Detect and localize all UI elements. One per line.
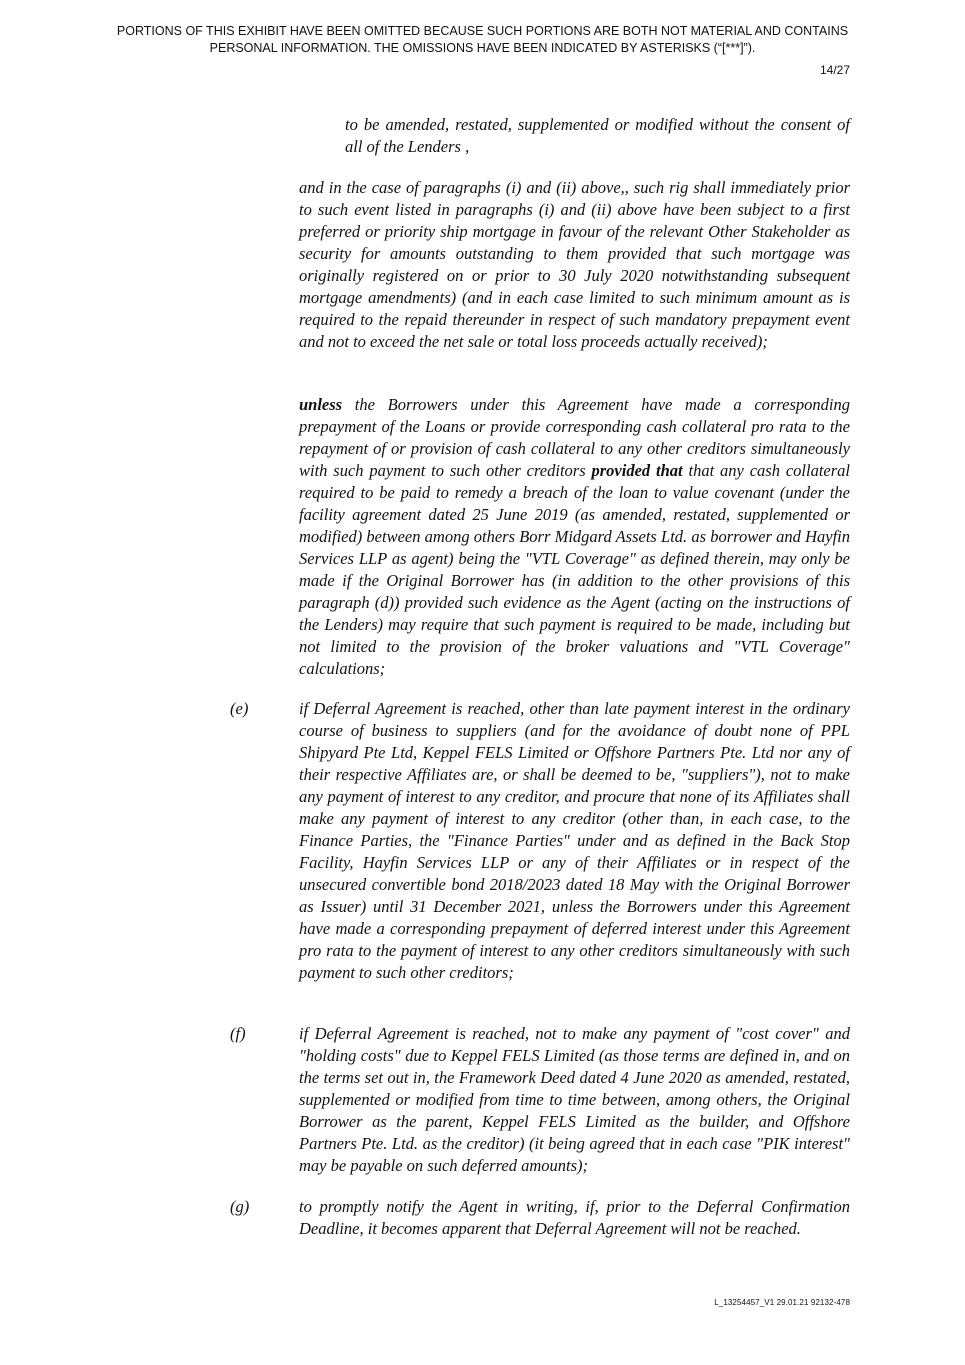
unless-text-part-1: the Borrowers under this Agreement have made a corresponding prepayment of the Loans or provide corresponding cash collateral pro rata to the repayment of or provision of cash collateral to any other creditors simultaneously with such payment to such other creditors [299, 395, 850, 480]
item-f [299, 1023, 850, 1177]
item-g-marker: (g) [230, 1197, 250, 1216]
item-g [299, 1196, 850, 1240]
paragraph-and-in-the-case [299, 177, 850, 353]
item-f-text: if Deferral Agreement is reached, not to make any payment of "cost cover" and "holding costs" due to Keppel FELS Limited (as those terms are defined in, and on the terms set out in, the Framework Deed dated 4 June 2020 as amended, restated, supplemented or modified from time to time between, among others, the Original Borrower as the parent, Keppel FELS Limited as the builder, and Offshore Partners Pte. Ltd. as the creditor) (it being agreed that in each case "PIK interest" may be payable on such deferred amounts); [299, 1024, 850, 1175]
item-f-marker: (f) [230, 1024, 246, 1043]
paragraph-unless [299, 394, 850, 680]
item-e-marker: (e) [230, 699, 249, 718]
unless-keyword: unless [299, 395, 343, 414]
document-reference: L_13254457_V1 29.01.21 92132-478 [714, 1298, 850, 1307]
item-e [299, 698, 850, 984]
continuation-text [345, 114, 850, 158]
item-g-text: to promptly notify the Agent in writing, if, prior to the Deferral Confirmation Deadline, it becomes apparent that Deferral Agreement will not be reached. [299, 1197, 850, 1238]
item-e-text: if Deferral Agreement is reached, other than late payment interest in the ordinary course of business to suppliers (and for the avoidance of doubt none of PPL Shipyard Pte Ltd, Keppel FELS Limited or Offshore Partners Pte. Ltd nor any of their respective Affiliates are, or shall be deemed to be, "suppliers"), not to make any payment of interest to any creditor, and procure that none of its Affiliates shall make any payment of interest to any creditor (other than, in each case, to the Finance Parties, the "Finance Parties" under and as defined in the Back Stop Facility, Hayfin Services LLP or any of their Affiliates or in respect of the unsecured convertible bond 2018/2023 dated 18 May with the Original Borrower as Issuer) until 31 December 2021, unless the Borrowers under this Agreement have made a corresponding prepayment of deferred interest under this Agreement pro rata to the payment of interest to any other creditors simultaneously with such payment to such other creditors; [299, 699, 850, 982]
unless-text-part-2: that any cash collateral required to be paid to remedy a breach of the loan to value covenant (under the facility agreement dated 25 June 2019 (as amended, restated, supplemented or modified) between among others Borr Midgard Assets Ltd. as borrower and Hayfin Services LLP as agent) being the "VTL Coverage" as defined therein, may only be made if the Original Borrower has (in addition to the other provisions of this paragraph (d)) provided such evidence as the Agent (acting on the instructions of the Lenders) may require that such payment is required to be made, including but not limited to the provision of the broker valuations and "VTL Coverage" calculations; [299, 461, 850, 678]
provided-that-keyword: provided that [591, 461, 683, 480]
page-number: 14/27 [819, 63, 850, 77]
continuation-paragraph: to be amended, restated, supplemented or modified without the consent of all of the Lenders , [345, 115, 850, 156]
paragraph-and-text: and in the case of paragraphs (i) and (ii) above,, such rig shall immediately prior to such event listed in paragraphs (i) and (ii) above have been subject to a first preferred or priority ship mortgage in favour of the relevant Other Stakeholder as security for amounts outstanding to them provided that such mortgage was originally registered on or prior to 30 July 2020 notwithstanding subsequent mortgage amendments) (and in each case limited to such minimum amount as is required to the repaid thereunder in respect of such mandatory prepayment event and not to exceed the net sale or total loss proceeds actually received); [299, 178, 850, 351]
omission-notice: PORTIONS OF THIS EXHIBIT HAVE BEEN OMITTED BECAUSE SUCH PORTIONS ARE BOTH NOT MATERIAL AND CONTAINS PERSONAL INFORMATION. THE OMISSIONS HAVE BEEN INDICATED BY ASTERISKS (“[***]”). [116, 24, 849, 55]
paragraph-unless-text [299, 394, 850, 680]
